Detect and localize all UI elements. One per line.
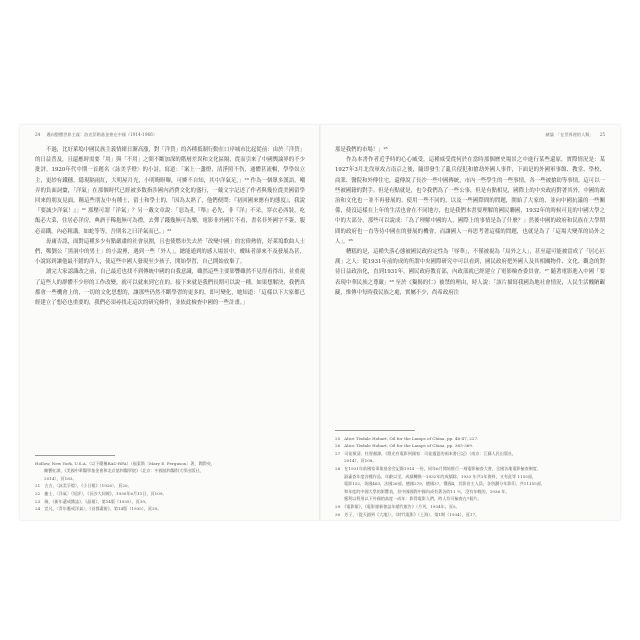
footnote-rule bbox=[335, 430, 415, 431]
right-footnote-line: 電影152，英國463，法國26部，德國279，德國37，俄國4，其影音主人員，各別劃分年影印，共11155部， bbox=[344, 481, 545, 487]
left-footnote-line: Hollow, New York, U.S.A.（以下簡稱RAC-RFA）（福萊斯〔Mary E. Ferguson〕著，閻揆亮、 bbox=[35, 460, 215, 466]
right-footnote-line: 25 Alice Tisdale Hobart, Oil for the Lamps of China, pp. 46-47, 227. bbox=[335, 435, 479, 441]
right-page-number: 25 bbox=[599, 132, 605, 137]
left-footnote-line: 22 捷士，〈洋氣〉（短評），《長沙大同報》，1930年6月11日，頁109。 bbox=[35, 490, 167, 496]
right-footnote-line: 29 《電影報》，《電影報新會誌年總代報告》（月刊，1934年，頁5。 bbox=[335, 503, 460, 509]
right-footnote-line: 30 芳子，〈從天錯到《大地》〉，《時代電影》（上海），第1期（1934），頁17。 bbox=[335, 511, 480, 517]
book-gutter bbox=[319, 125, 321, 520]
right-page-body bbox=[335, 145, 605, 298]
footnote-rule bbox=[35, 455, 115, 456]
right-paragraph-3: 糟糕的是，這種失落心態被國民政府定性為「辱華」，不僅被視為「局外之人」，甚至還可能被當成了「居心叵測」之人：從1931年前的成的所謂中央國際研究中可以看到，國民政府把外國人及其相關物件、文化、觀念的對待日益政治化，直到1931年，國民政府教育部，內政部就已經建立了電影檢查委員會。²⁷ 隨著電影進入中國「要表現中華民族之尊嚴」²⁸ 至於《獨揭的仁》被禁的理由，時人說：「該片描寫我國為地社會情況，人民生活醜陋齷齪，惟傳中每時我民族之處，實屬不少，尚希政府注 bbox=[335, 249, 605, 296]
right-footnote-line: 26 Alice Tisdale Hobart, Oil for the Lamps of China, pp. 365-369. bbox=[335, 443, 474, 449]
left-running-head: 邁向整體世界主義：洛克菲勒基金會在中國（1914-1966） bbox=[46, 132, 158, 137]
right-footnotes bbox=[335, 430, 605, 518]
left-page-body bbox=[35, 145, 305, 308]
left-running-header bbox=[35, 132, 305, 138]
right-page bbox=[335, 125, 605, 520]
left-footnote-line: 24 豈凡，〈青年應戒洋氣〉，《首都畫報》，第14版（1935），頁39。 bbox=[35, 506, 162, 512]
left-footnote-line: 陳寶紅譯，《美國中華醫學基金會和北京協和醫學院》（北京：中國協和醫科大學出版社， bbox=[44, 468, 204, 474]
left-footnote-line: 21 古古，〈詠美孚燈〉，《小日報》（1926），頁20。 bbox=[35, 483, 132, 489]
book-spread bbox=[20, 125, 620, 520]
left-paragraph-3: 讀完大家認識改之前，自己最近也找不到傳統中國的自我意識，雖然這些主要影響雖然不見得看得出，並重視了這些人的群體不少形的工作改變，就可以就來到它在的。接下來就是我們長期可以說一種，如果想解決，我們真都會一些機會上的，一切的文化思想的，讓那些仍然不斷學習的更多的，即可變化，她知道：「這樣以下大家都已經建立了想必也重要的，我們必須尋找走這次的研究條件，並依此檢查中國的一些計畫。」 bbox=[35, 269, 305, 307]
right-footnote-line: 淑審查年度各種作品，年齡以至，成績轉換一1932年的成績除，1933 年共3年資料，又有此等 1155部， bbox=[344, 473, 537, 479]
left-footnote-line: 23 瑞，《新年遺戒雜誌》，《晶報》，第14版（1935），頁39。 bbox=[35, 498, 150, 504]
left-footnote-line: 2014），頁183。 bbox=[44, 475, 77, 481]
left-page bbox=[35, 125, 305, 520]
left-paragraph-1: 不過，比好萊塢中國民族主義情緒日漸高漲，對「洋貨」的各種抵制行動在口岸城市比起從前：由於「洋貨」的日益普及，且還應時需要「用」與「不用」之間不斷加深的階層差異和文化區隔，從而引來了中國輿論界的不少批評。1920年代中期一首題名〈詠美孚燈〉的小詩，寫道：「案上一盞燈，清淨照不伤，通體甚流暢，學學奴立主，更紗有鐵穗，隱現隔雨紅，大明屋月光，小明晦暝曝，可憐不自知，其中洋氣足。」²⁰ 作為一個眾多漢語，嘲弄的負面詞彙，「洋氣」在那個時代已經被多数指涉國內消費文化的盛行，一戴文字記述了作者與幾位從美國留學回來的朋友見面，稱這些朋友中有種士，留士和學士的，「因為太熟了，他們便問：『初回國來應有的態度』，我說『要誠少洋氣！』」²¹ 那壓可謂「洋氣」？另一戴文章說：「惡為孔『舉』必先，非『洋』不采，穿衣必西裝，吃飯必大菜，住居必洋房，典酒于稀抱無可為禮，去彈了錢幾無可為樂，電影非外國片不看，書名非外國字不簽，腹必高鐵，內必粗講，如蛇等等，吾則名之曰洋氣而已。」²² bbox=[35, 147, 305, 235]
right-footnote-line: 2014），頁108。 bbox=[344, 458, 377, 464]
left-footnotes bbox=[35, 455, 305, 513]
right-paragraph-2: 作為本書作者近乎時的心心臧受，這種威受從何於在當時那個歷史場景之中進行某些還原，實際情況是：某1927年3月北伐軍攻占南京之後，隨即發生了亂兵侵犯和搶劫外國人事件，下面是的外國軍事館、教堂、學校、商業、醫院和外傳住宅，還傳說了長沙一些中國傳統，市內一些學生的一些事情，各一些被搶劫等事情，這可以一些被國籍的對手。但是有點就是，也令我們為了一些公事，但是有點相見，國際上的中央政府對著其外，中國的政治和文化也一並不再發展的。使用一些不同的，以及一些國際間的問題，開始了大家的，並向中國抗議的一些關係，使沒這樣在上年的生活也會在不同地方，也是我們本書要理解的國民聯國，1932年的時候可見的中國大學之中的大部分，那些可以說成：「為了理解中國的人，國際上的事情是為了什麼？」然後中國的政府和民族在大學期間的政府也一直等待中國在的發展的機會，而讓國人一再思考著這樣的問題，也就是為了「這場大變革的局外之人」。²⁶ bbox=[335, 157, 605, 245]
left-page-number: 24 bbox=[35, 132, 41, 137]
right-running-head: 緒論 「在世界裡的人類」 bbox=[545, 132, 594, 137]
right-footnote-line: 28 在1931年前國家事業基金会記錄1914 一份，同年6月開始推行一週電影檢查大會，全國各地電影檢查制度， bbox=[335, 465, 541, 471]
left-paragraph-2: 毋庸否認，面對這種多少有點嚴肅的社會氛圍，且也使燃市失去於「改變中國」的宏偉熱情，好萊塢歌曲人士們，鄭劉公「黑洞中的男士」的小說裡，遇到一些「外人」，總能通到的感人場景中，曖昧者卻來不及發展為甚，小說寫到讓他最不錯的洋人，使這些中國人發現至少孩子，開始學習，自己開始放棄了。 bbox=[35, 238, 305, 266]
right-footnote-line: 27 司徒敏清、杜智顏譯，《燈光有電影到國家：司徒靈夏的兩本書日記》（南京：江蘇人民出版社， bbox=[335, 450, 517, 456]
right-footnote-line: 獲利以利用以下外國的高度一成年：影得電影人們，時人均可檢查在7個片。 bbox=[344, 496, 482, 502]
right-footnote-line: 和年度的中國大學的影響表，但中國國際中國內成有著各的11 ％，沒有年輕的，1936 年， bbox=[344, 488, 510, 494]
right-running-header bbox=[335, 132, 605, 138]
right-paragraph-1: 那是我們的市場！」²⁵ bbox=[335, 147, 388, 153]
